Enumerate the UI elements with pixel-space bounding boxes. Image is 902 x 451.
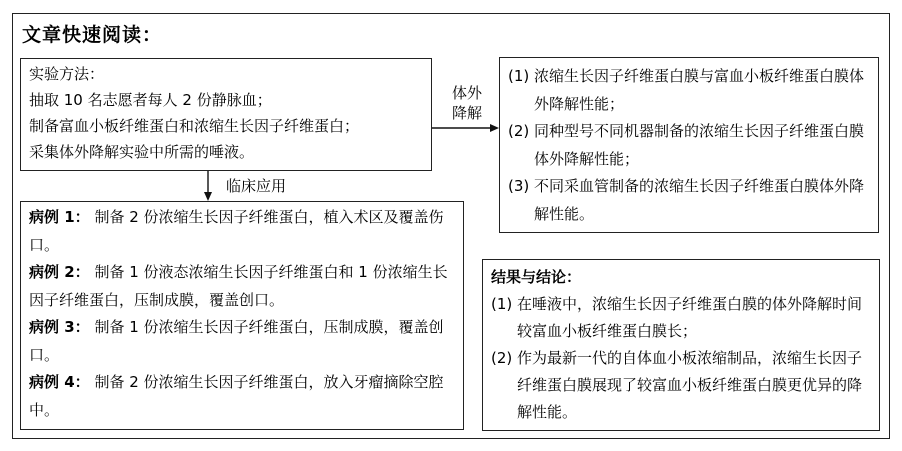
method-line: 制备富血小板纤维蛋白和浓缩生长因子纤维蛋白； <box>29 117 360 135</box>
degradation-item: (2) 同种型号不同机器制备的浓缩生长因子纤维蛋白膜体外降解性能； <box>508 122 865 168</box>
case-label: 病例 4： <box>29 373 90 391</box>
results-box <box>482 259 880 431</box>
case-text: 制备 2 份浓缩生长因子纤维蛋白，植入术区及覆盖伤口。 <box>29 208 444 254</box>
arrow-right-label-line: 体外 <box>451 84 482 102</box>
method-line: 抽取 10 名志愿者每人 2 份静脉血； <box>29 91 272 109</box>
cases-box <box>20 201 464 430</box>
case-text: 制备 1 份浓缩生长因子纤维蛋白，压制成膜，覆盖创口。 <box>29 318 444 364</box>
degradation-box <box>499 57 879 233</box>
method-line: 采集体外降解实验中所需的唾液。 <box>29 143 255 161</box>
case-item <box>29 314 455 369</box>
arrow-right-label <box>445 83 489 123</box>
case-label: 病例 2： <box>29 263 90 281</box>
case-label: 病例 3： <box>29 318 90 336</box>
degradation-item: (3) 不同采血管制备的浓缩生长因子纤维蛋白膜体外降解性能。 <box>508 177 865 223</box>
arrow-right-label-line: 降解 <box>451 104 482 122</box>
result-item: (1) 在唾液中，浓缩生长因子纤维蛋白膜的体外降解时间较富血小板纤维蛋白膜长； <box>491 295 863 340</box>
case-text: 制备 2 份浓缩生长因子纤维蛋白，放入牙瘤摘除空腔中。 <box>29 373 444 419</box>
case-text: 制备 1 份液态浓缩生长因子纤维蛋白和 1 份浓缩生长因子纤维蛋白，压制成膜，覆盖创口。 <box>29 263 448 309</box>
degradation-item: (1) 浓缩生长因子纤维蛋白膜与富血小板纤维蛋白膜体外降解性能； <box>508 67 865 113</box>
case-item <box>29 369 455 424</box>
page-title: 文章快速阅读： <box>22 24 163 46</box>
arrow-down-label: 临床应用 <box>226 177 287 195</box>
results-heading: 结果与结论： <box>491 268 582 286</box>
method-box <box>20 58 432 171</box>
case-item <box>29 204 455 259</box>
case-item <box>29 259 455 314</box>
method-heading: 实验方法： <box>29 65 105 83</box>
result-item: (2) 作为最新一代的自体血小板浓缩制品，浓缩生长因子纤维蛋白膜展现了较富血小板纤维蛋白膜更优异的降解性能。 <box>491 349 863 421</box>
case-label: 病例 1： <box>29 208 90 226</box>
